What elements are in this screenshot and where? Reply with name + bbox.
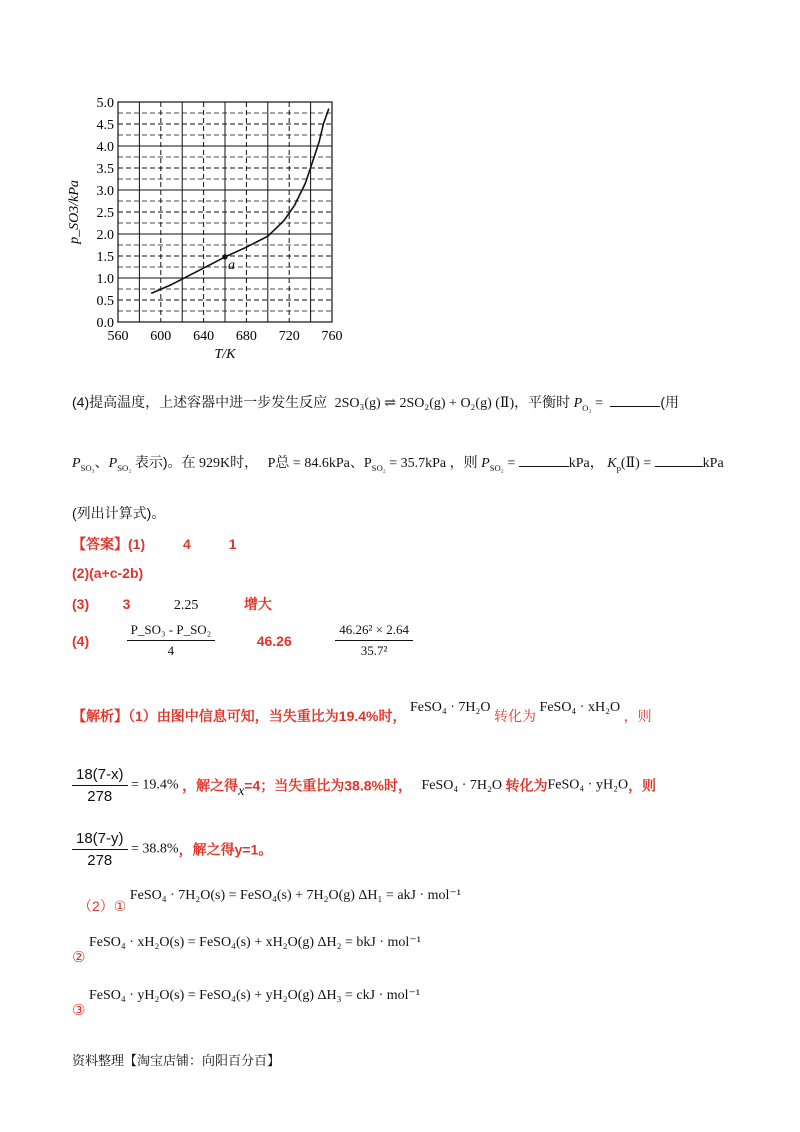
reaction-3 [72, 985, 421, 1019]
analysis-text-7: ，则 [628, 777, 657, 794]
y-tick-label: 1.5 [96, 250, 114, 265]
reaction-1-equation: FeSO₄ · 7H₂O(s) = FeSO₄(s) + 7H₂O(g) ΔH₁ = akJ · mol⁻¹ [129, 888, 462, 903]
y-tick-label: 5.0 [96, 96, 114, 111]
po2-symbol: $P_{O_2}$ [573, 396, 592, 413]
po2-eq: = [591, 396, 603, 411]
question-4-line-1 [72, 392, 679, 413]
pso2-ask: $P_{SO_2}$ = [481, 456, 516, 473]
analysis-line-3 [72, 830, 272, 869]
var-x: x [238, 783, 245, 799]
y-tick-label: 3.5 [96, 162, 114, 177]
answer-blank-pso2[interactable] [519, 452, 569, 467]
reaction-3-label: ③ [72, 1002, 86, 1019]
answer-1-label: (1) [128, 536, 146, 552]
reaction-2-equation: FeSO₄ · xH₂O(s) = FeSO₄(s) + xH₂O(g) ΔH₂ = bkJ · mol⁻¹ [88, 935, 421, 950]
pressure-temperature-chart [60, 90, 360, 370]
footer: 资料整理【淘宝店铺：向阳百分百】 [72, 1053, 281, 1068]
temperature-value: 929K [199, 456, 231, 471]
q4-text-biaoshi: 表示)。在 [134, 454, 196, 470]
q4-text-yong: (用 [660, 394, 680, 410]
reaction-1 [78, 884, 462, 914]
answer-line-3 [72, 594, 272, 614]
analysis-text-8: ，解之得y=1。 [178, 841, 273, 858]
y-tick-label: 4.0 [96, 140, 114, 155]
y-tick-label: 0.0 [96, 316, 114, 331]
y-tick-label: 4.5 [96, 118, 114, 133]
analysis-text-6: 转化为 [505, 777, 548, 794]
analysis-text-3: ，则 [623, 708, 652, 724]
answer-4-value-2: 46.26 [256, 632, 292, 649]
q4-text-a: (4)提高温度，上述容器中进一步发生反应 [72, 394, 328, 410]
answer-4-fraction-2: $\frac{\text{46.26² × 2.64}}{\text{35.7²}}$ [335, 622, 413, 659]
pso3-symbol: $P_{SO_3}$ [72, 456, 95, 473]
fraction-x-eq: = 19.4% [131, 777, 179, 793]
q4-sep: 、 [94, 456, 109, 471]
reaction-2 [72, 932, 421, 966]
point-a [222, 254, 227, 259]
y-axis-label: p_SO3/kPa [67, 180, 82, 244]
total-pressure: P总 = 84.6kPa [267, 456, 350, 471]
analysis-line-2 [72, 766, 656, 805]
y-tick-label: 3.0 [96, 184, 114, 199]
chart-svg [60, 90, 360, 370]
formula-feso4-xh2o: FeSO₄ · xH₂O [539, 700, 621, 715]
reaction-3-equation: FeSO₄ · yH₂O(s) = FeSO₄(s) + yH₂O(g) ΔH₃ = ckJ · mol⁻¹ [88, 988, 421, 1003]
analysis-text-1: （1）由图中信息可知，当失重比为19.4%时， [128, 708, 407, 724]
y-tick-label: 2.5 [96, 206, 114, 221]
x-tick-label: 640 [193, 329, 215, 344]
fraction-y-eq: = 38.8% [131, 841, 179, 857]
y-tick-label: 0.5 [96, 294, 114, 309]
q4-text-b: ，平衡时 [514, 394, 571, 410]
unit-kpa-1: kPa， [568, 456, 604, 471]
answer-3-value-3: 增大 [243, 596, 272, 612]
reaction-equation: 2SO₃(g) ⇌ 2SO₂(g) + O₂(g) [334, 396, 492, 411]
x-tick-label: 560 [107, 329, 129, 344]
analysis-line-1 [72, 700, 652, 726]
point-a-label: a [228, 257, 235, 273]
pso2-symbol: $P_{SO_2}$ [108, 456, 132, 473]
x-tick-label: 720 [278, 329, 300, 344]
analysis-text-5: =4；当失重比为38.8%时， [244, 777, 412, 794]
x-tick-label: 680 [235, 329, 257, 344]
answer-blank-po2[interactable] [610, 392, 660, 407]
answer-3-label: (3) [72, 596, 90, 612]
answer-label: 【答案】 [72, 536, 128, 552]
question-4-line-2 [72, 452, 724, 473]
q4-text-shi: 时， [230, 454, 259, 470]
answer-blank-kp[interactable] [655, 452, 703, 467]
analysis-text-4: ，解之得 [182, 777, 239, 794]
analysis-text-2: 转化为 [494, 708, 537, 724]
x-tick-label: 760 [321, 329, 343, 344]
formula-feso4-7h2o-2: FeSO₄ · 7H₂O [421, 777, 503, 793]
answer-1-value-1: 4 [183, 536, 191, 552]
answer-3-value-2: 2.25 [173, 598, 199, 613]
kp-symbol: $K_p(Ⅱ)$ = [607, 456, 652, 473]
unit-kpa-2: kPa [702, 456, 724, 471]
answer-line-2: (2)(a+c-2b) [72, 565, 144, 581]
pso2-given: 、$P_{SO_2} = 35.7kPa$ [349, 456, 447, 473]
answer-line-4 [72, 622, 413, 659]
answer-1-value-2: 1 [228, 536, 237, 552]
y-tick-label: 1.0 [96, 272, 114, 287]
answer-4-label: (4) [72, 632, 90, 649]
reaction-tag: (Ⅱ) [495, 396, 515, 411]
question-4-line-3: (列出计算式)。 [72, 505, 166, 521]
answer-line-1 [72, 534, 237, 554]
q4-text-ze: ，则 [449, 454, 478, 470]
y-tick-label: 2.0 [96, 228, 114, 243]
answer-4-fraction-1: $\frac{\text{P\_SO₃ - P\_SO₂}}{4}$ [127, 622, 216, 659]
reaction-2-label: ② [72, 949, 86, 966]
fraction-x: $\frac{18(7-x)}{278}$ [72, 766, 128, 805]
fraction-y: $\frac{18(7-y)}{278}$ [72, 830, 128, 869]
analysis-label: 【解析】 [72, 708, 128, 724]
formula-feso4-yh2o: FeSO₄ · yH₂O [547, 777, 629, 793]
x-tick-label: 600 [150, 329, 172, 344]
formula-feso4-7h2o: FeSO₄ · 7H₂O [409, 700, 491, 715]
reaction-1-label: （2）① [78, 898, 127, 914]
x-axis-label: T/K [214, 347, 236, 362]
answer-3-value-1: 3 [122, 596, 131, 612]
